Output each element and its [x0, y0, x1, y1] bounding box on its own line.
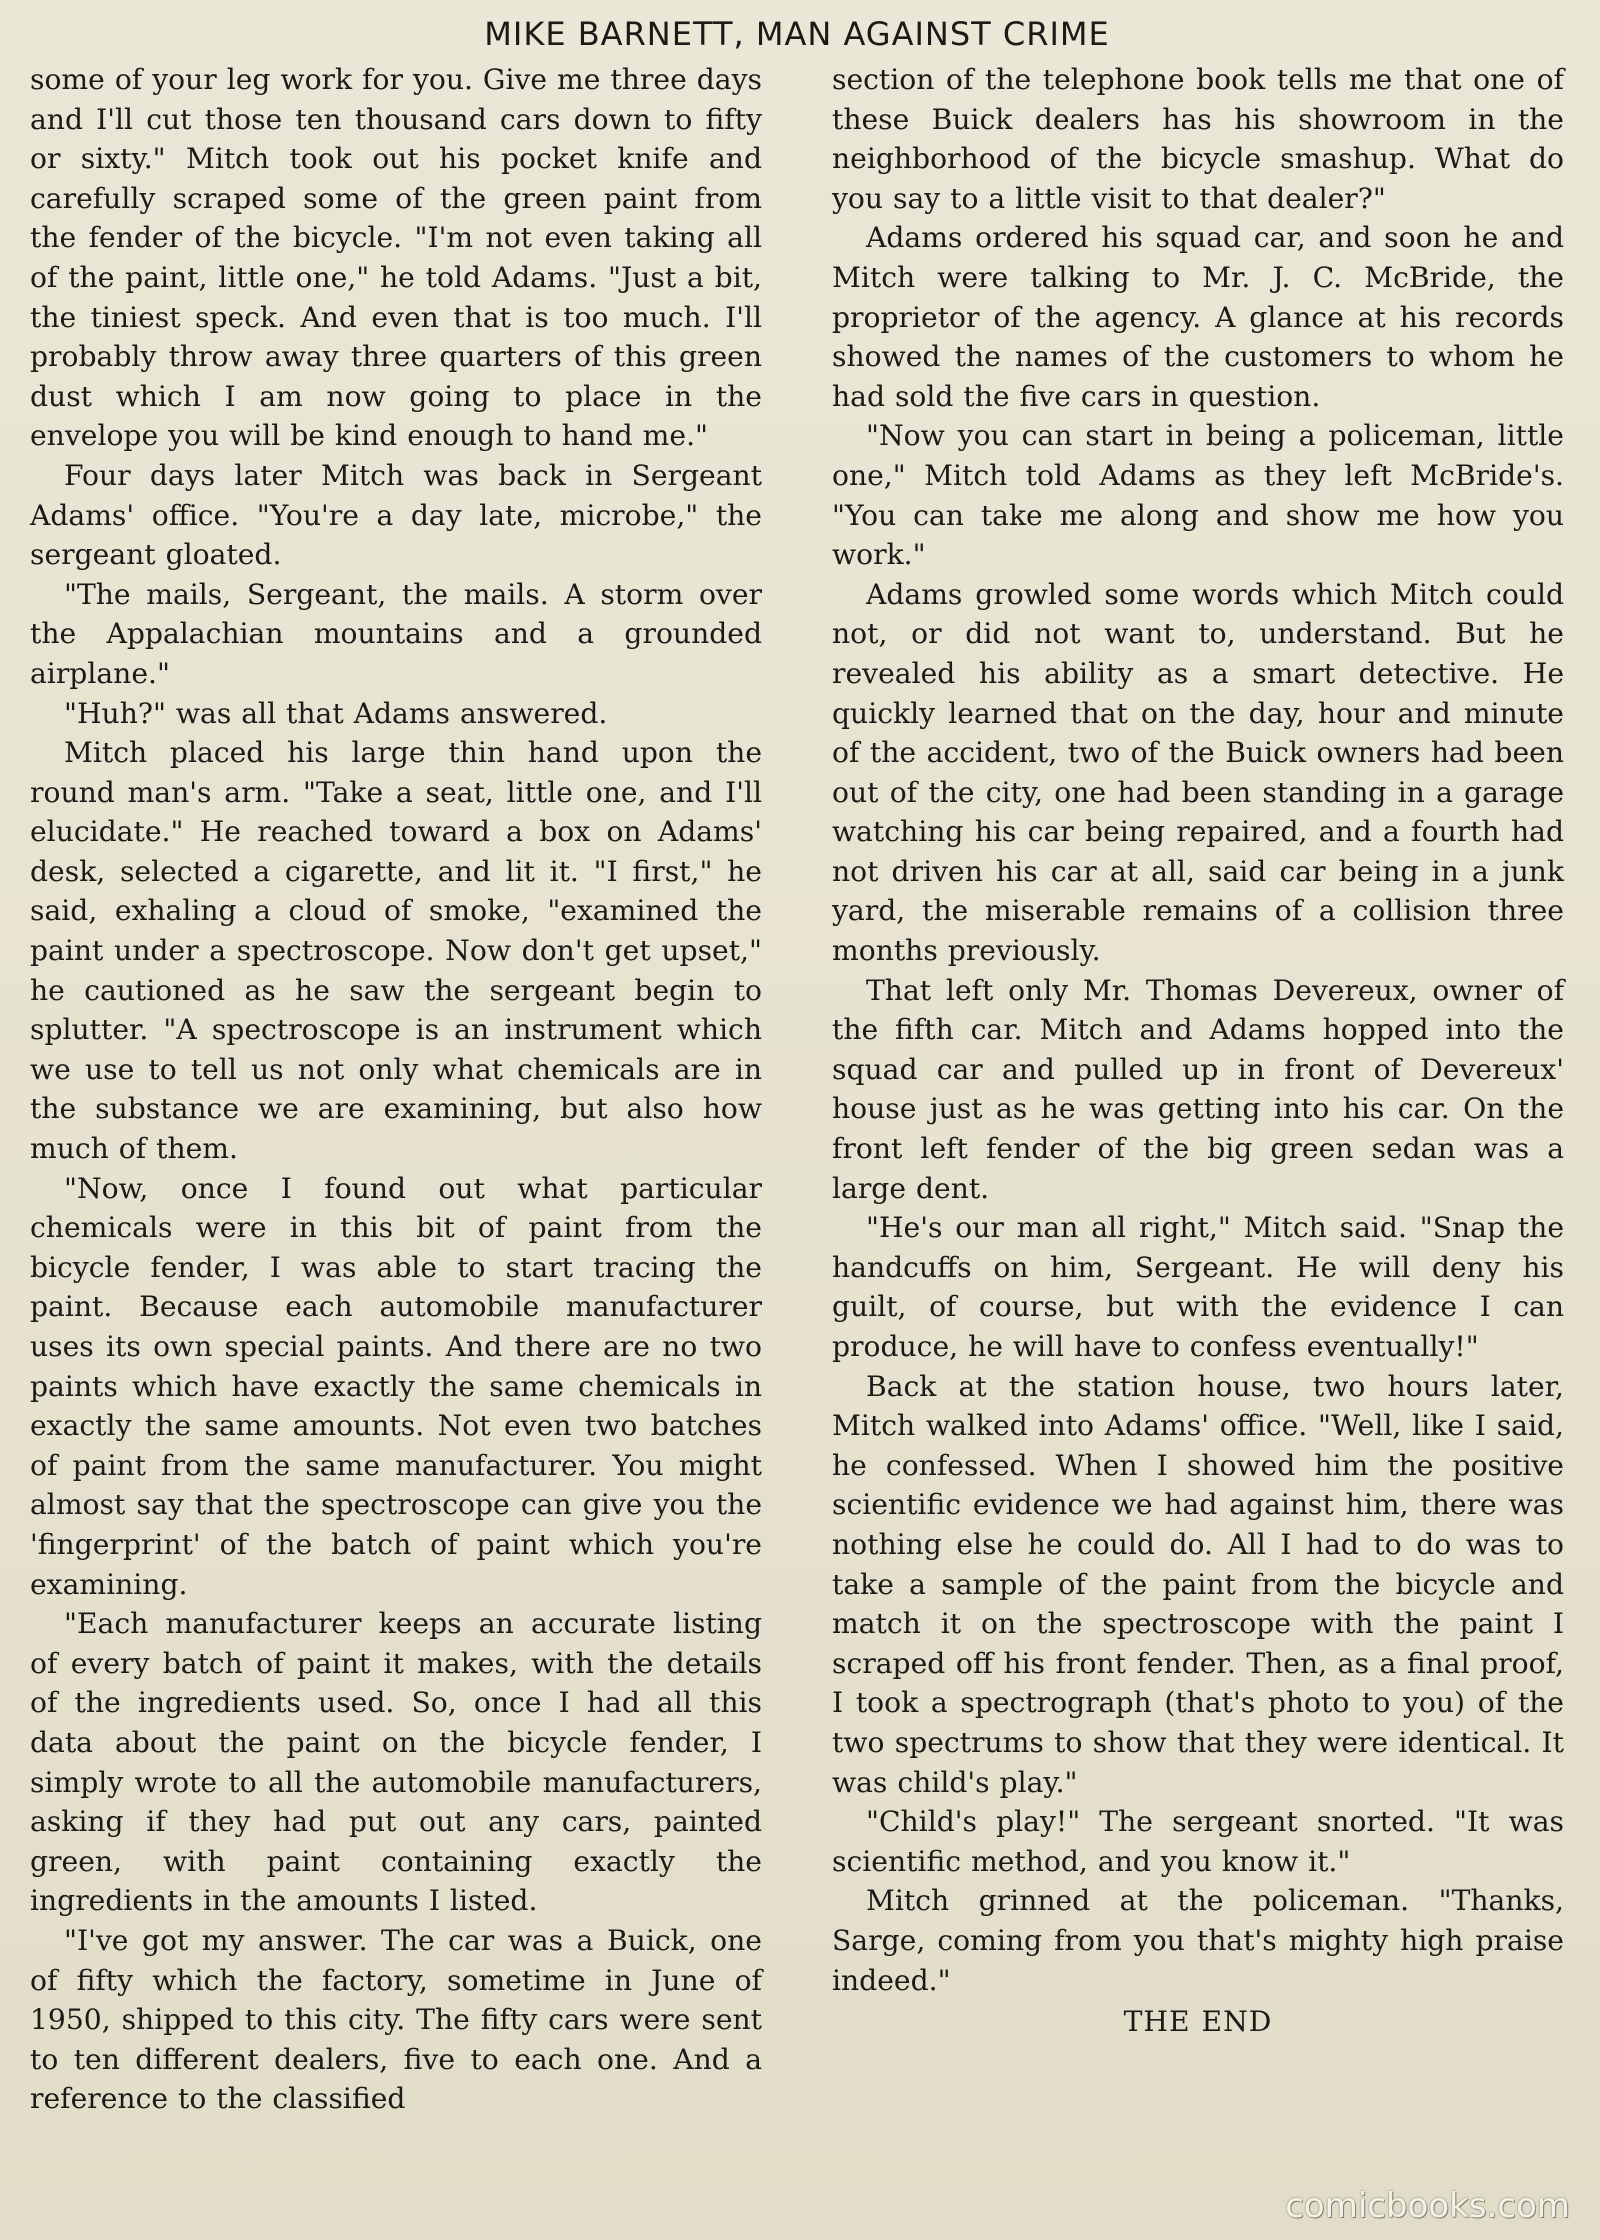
- paragraph: "The mails, Sergeant, the mails. A storm over the Appalachian mountains and a grounded airplane.": [30, 577, 762, 690]
- paragraph: "Now you can start in being a policeman, little one," Mitch told Adams as they left McBride's. "You can take me along and show me how you work.": [832, 419, 1564, 572]
- watermark: comicbooks.com: [1285, 2186, 1570, 2226]
- paragraph: some of your leg work for you. Give me three days and I'll cut those ten thousand cars down to fifty or sixty." Mitch took out his pocket knife and carefully scraped some of the green paint from the fender of the bicycle. "I'm not even taking all of the paint, little one," he told Adams. "Just a bit, the tiniest speck. And even that is too much. I'll probably throw away three quarters of this green dust which I am now going to place in the envelope you will be kind enough to hand me.": [30, 63, 762, 453]
- text-columns: [30, 60, 1564, 2119]
- paragraph: Adams ordered his squad car, and soon he and Mitch were talking to Mr. J. C. McBride, the proprietor of the agency. A glance at his records showed the names of the customers to whom he had sold the five cars in question.: [832, 221, 1564, 413]
- paragraph: "I've got my answer. The car was a Buick, one of fifty which the factory, sometime in June of 1950, shipped to this city. The fifty cars were sent to ten different dealers, five to each one. And a reference to the classified: [30, 1923, 762, 2116]
- paragraph: Adams growled some words which Mitch could not, or did not want to, understand. But he revealed his ability as a smart detective. He quickly learned that on the day, hour and minute of the accident, two of the Buick owners had been out of the city, one had been standing in a garage watching his car being repaired, and a fourth had not driven his car at all, said car being in a junk yard, the miserable remains of a collision three months previously.: [832, 577, 1564, 968]
- paragraph: "Child's play!" The sergeant snorted. "It was scientific method, and you know it.": [832, 1805, 1564, 1878]
- paragraph: "He's our man all right," Mitch said. "Snap the handcuffs on him, Sergeant. He will deny his guilt, of course, but with the evidence I can produce, he will have to confess eventually!": [832, 1211, 1564, 1363]
- paragraph: "Now, once I found out what particular chemicals were in this bit of paint from the bicycle fender, I was able to start tracing the paint. Because each automobile manufacturer uses its own special paints. And there are no two paints which have exactly the same chemicals in exactly the same amounts. Not even two batches of paint from the same manufacturer. You might almost say that the spectroscope can give you the 'fingerprint' of the batch of paint which you're examining.: [30, 1171, 762, 1601]
- page-header: MIKE BARNETT, MAN AGAINST CRIME: [484, 15, 1110, 53]
- left-column: [30, 60, 762, 2119]
- paragraph: That left only Mr. Thomas Devereux, owner of the fifth car. Mitch and Adams hopped into the squad car and pulled up in front of Devereux' house just as he was getting into his car. On the front left fender of the big green sedan was a large dent.: [832, 973, 1564, 1205]
- right-column: [832, 60, 1564, 2119]
- paragraph: Back at the station house, two hours later, Mitch walked into Adams' office. "Well, like I said, he confessed. When I showed him the positive scientific evidence we had against him, there was nothing else he could do. All I had to do was to take a sample of the paint from the bicycle and match it on the spectroscope with the paint I scraped off his front fender. Then, as a final proof, I took a spectrograph (that's photo to you) of the two spectrums to show that they were identical. It was child's play.": [832, 1369, 1564, 1799]
- paragraph: Four days later Mitch was back in Sergeant Adams' office. "You're a day late, microbe," the sergeant gloated.: [30, 458, 762, 572]
- paragraph: Mitch grinned at the policeman. "Thanks, Sarge, coming from you that's mighty high praise indeed.": [832, 1884, 1564, 1997]
- the-end-label: THE END: [1123, 2005, 1273, 2039]
- paragraph: Mitch placed his large thin hand upon the round man's arm. "Take a seat, little one, and I'll elucidate." He reached toward a box on Adams' desk, selected a cigarette, and lit it. "I first," he said, exhaling a cloud of smoke, "examined the paint under a spectroscope. Now don't get upset," he cautioned as he saw the sergeant begin to splutter. "A spectroscope is an instrument which we use to tell us not only what chemicals are in the substance we are examining, but also how much of them.: [30, 736, 762, 1166]
- paragraph: "Huh?" was all that Adams answered.: [64, 696, 608, 730]
- paragraph: section of the telephone book tells me that one of these Buick dealers has his showroom in the neighborhood of the bicycle smashup. What do you say to a little visit to that dealer?": [832, 63, 1564, 215]
- paragraph: "Each manufacturer keeps an accurate listing of every batch of paint it makes, with the details of the ingredients used. So, once I had all this data about the paint on the bicycle fender, I simply wrote to all the automobile manufacturers, asking if they had put out any cars, painted green, with paint containing exactly the ingredients in the amounts I listed.: [30, 1607, 762, 1918]
